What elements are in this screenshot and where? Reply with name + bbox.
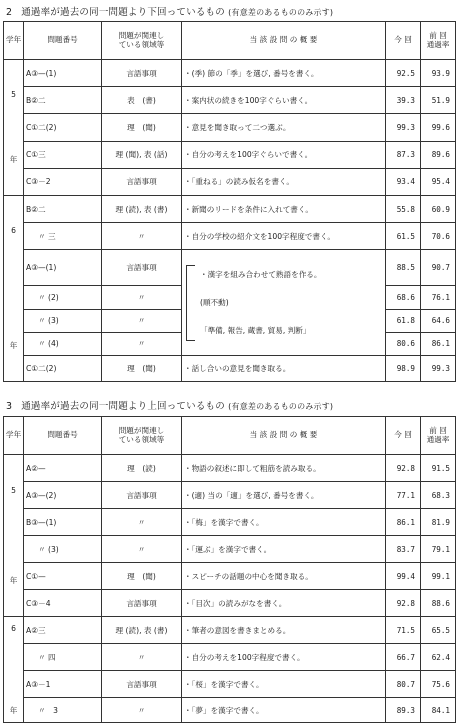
current-rate: 92.5 xyxy=(386,60,421,87)
problem-number: 〃 (2) xyxy=(24,286,102,309)
area: 理 (読), 表 (書) xyxy=(102,617,182,644)
problem-number: 〃 三 xyxy=(24,223,102,250)
table-row xyxy=(4,196,456,223)
brace-line-1: ・漢字を組み合わせて熟語を作る。 xyxy=(200,269,322,279)
header-previous xyxy=(421,417,456,455)
description: ・「運ぶ」を漢字で書く。 xyxy=(182,536,386,563)
problem-number: 〃 3 xyxy=(24,698,102,723)
area: 〃 xyxy=(102,286,182,309)
description: ・案内状の続きを100字ぐらい書く。 xyxy=(182,87,386,114)
problem-number: 〃 四 xyxy=(24,644,102,671)
area: 〃 xyxy=(102,698,182,723)
table-row xyxy=(4,536,456,563)
area: 理 (聞) xyxy=(102,356,182,382)
area: 言語事項 xyxy=(102,590,182,617)
current-rate: 66.7 xyxy=(386,644,421,671)
description: ・「重ねる」の読み仮名を書く。 xyxy=(182,168,386,195)
grade-6-cell xyxy=(4,196,24,382)
current-rate: 93.4 xyxy=(386,168,421,195)
header-grade: 学年 xyxy=(4,417,24,455)
problem-number: 〃 (3) xyxy=(24,536,102,563)
problem-number: B③—(1) xyxy=(24,509,102,536)
table-row xyxy=(4,590,456,617)
previous-rate: 51.9 xyxy=(421,87,456,114)
table-row xyxy=(4,114,456,141)
description: ・(適) 当の「適」を選び, 番号を書く。 xyxy=(182,482,386,509)
current-rate: 83.7 xyxy=(386,536,421,563)
previous-rate: 89.6 xyxy=(421,141,456,168)
header-current: 今 回 xyxy=(386,417,421,455)
header-problem: 問題番号 xyxy=(24,22,102,60)
previous-rate: 81.9 xyxy=(421,509,456,536)
current-rate: 61.5 xyxy=(386,223,421,250)
description: ・物語の叙述に即して粗筋を読み取る。 xyxy=(182,455,386,482)
area: 理 (聞), 表 (話) xyxy=(102,141,182,168)
problem-number: C①二(2) xyxy=(24,114,102,141)
section2-number: 3 xyxy=(6,401,13,412)
description: ・自分の考えを100字ぐらいで書く。 xyxy=(182,141,386,168)
header-previous-line1: 前 回 xyxy=(429,425,447,435)
current-rate: 39.3 xyxy=(386,87,421,114)
current-rate: 92.8 xyxy=(386,590,421,617)
area: 言語事項 xyxy=(102,168,182,195)
header-area-line2: ている領域等 xyxy=(118,434,165,444)
problem-number: A②三 xyxy=(24,617,102,644)
header-area-line2: ている領域等 xyxy=(118,39,165,49)
current-rate: 88.5 xyxy=(386,250,421,286)
area: 〃 xyxy=(102,509,182,536)
section1-title: 通過率が過去の同一問題より下回っているもの xyxy=(21,7,225,18)
current-rate: 68.6 xyxy=(386,286,421,309)
description: ・自分の学校の紹介文を100字程度で書く。 xyxy=(182,223,386,250)
table-row xyxy=(4,356,456,382)
header-grade: 学年 xyxy=(4,22,24,60)
area: 言語事項 xyxy=(102,482,182,509)
table-row xyxy=(4,509,456,536)
previous-rate: 84.1 xyxy=(421,698,456,723)
header-area xyxy=(102,22,182,60)
area: 〃 xyxy=(102,332,182,355)
problem-number: C①三 xyxy=(24,141,102,168)
description: ・話し合いの意見を聞き取る。 xyxy=(182,356,386,382)
area: 理 (聞) xyxy=(102,563,182,590)
header-area xyxy=(102,417,182,455)
section2-title: 通過率が過去の同一問題より上回っているもの xyxy=(21,401,225,412)
previous-rate: 93.9 xyxy=(421,60,456,87)
description: ・「夢」を漢字で書く。 xyxy=(182,698,386,723)
grade-6-char: 年 xyxy=(9,705,18,715)
grade-5-cell xyxy=(4,455,24,617)
header-area-line1: 問題が関連し xyxy=(118,425,165,435)
area: 〃 xyxy=(102,644,182,671)
previous-rate: 65.5 xyxy=(421,617,456,644)
table-row xyxy=(4,455,456,482)
table-row xyxy=(4,671,456,698)
table-section1 xyxy=(3,21,456,382)
current-rate: 80.6 xyxy=(386,332,421,355)
grade-6-char: 年 xyxy=(9,341,18,350)
problem-number: A②— xyxy=(24,455,102,482)
previous-rate: 76.1 xyxy=(421,286,456,309)
table-row xyxy=(4,250,456,286)
grade-6-number: 6 xyxy=(11,623,16,633)
previous-rate: 70.6 xyxy=(421,223,456,250)
grade-5-number: 5 xyxy=(11,90,16,99)
previous-rate: 99.3 xyxy=(421,356,456,382)
problem-number: 〃 (4) xyxy=(24,332,102,355)
previous-rate: 99.6 xyxy=(421,114,456,141)
table-row xyxy=(4,563,456,590)
problem-number: C①— xyxy=(24,563,102,590)
description: ・(季) 節の「季」を選び, 番号を書く。 xyxy=(182,60,386,87)
problem-number: B②二 xyxy=(24,87,102,114)
grade-6-number: 6 xyxy=(11,226,16,235)
brace-line-3: 「準備, 報告, 蔵書, 貿易, 判断」 xyxy=(200,325,311,335)
previous-rate: 90.7 xyxy=(421,250,456,286)
previous-rate: 95.4 xyxy=(421,168,456,195)
current-rate: 89.3 xyxy=(386,698,421,723)
area: 〃 xyxy=(102,536,182,563)
header-area-line1: 問題が関連し xyxy=(118,30,165,40)
area: 〃 xyxy=(102,309,182,332)
table-row xyxy=(4,698,456,723)
table-row xyxy=(4,141,456,168)
current-rate: 99.3 xyxy=(386,114,421,141)
problem-number: B②二 xyxy=(24,196,102,223)
description: ・「梅」を漢字で書く。 xyxy=(182,509,386,536)
area: 表 (書) xyxy=(102,87,182,114)
section1-note: (有意差のあるもののみ示す) xyxy=(228,8,334,17)
header-desc: 当 該 設 問 の 概 要 xyxy=(182,22,386,60)
table-header-row xyxy=(4,417,456,455)
description: ・新聞のリードを条件に入れて書く。 xyxy=(182,196,386,223)
table-row xyxy=(4,617,456,644)
grade-5-cell xyxy=(4,60,24,196)
current-rate: 61.8 xyxy=(386,309,421,332)
header-desc: 当 該 設 問 の 概 要 xyxy=(182,417,386,455)
problem-number: C③－4 xyxy=(24,590,102,617)
current-rate: 55.8 xyxy=(386,196,421,223)
table-row xyxy=(4,168,456,195)
problem-number: A③—(1) xyxy=(24,60,102,87)
area: 言語事項 xyxy=(102,60,182,87)
header-previous-line1: 前 回 xyxy=(429,30,447,40)
section1-number: 2 xyxy=(6,7,13,18)
area: 言語事項 xyxy=(102,250,182,286)
current-rate: 80.7 xyxy=(386,671,421,698)
grade-5-char: 年 xyxy=(9,575,18,585)
table-section2 xyxy=(3,416,456,723)
problem-number: C③－2 xyxy=(24,168,102,195)
table-row xyxy=(4,644,456,671)
header-problem: 問題番号 xyxy=(24,417,102,455)
table-row xyxy=(4,87,456,114)
grade-5-char: 年 xyxy=(9,155,18,164)
problem-number: C①二(2) xyxy=(24,356,102,382)
area: 言語事項 xyxy=(102,671,182,698)
area: 理 (読), 表 (書) xyxy=(102,196,182,223)
description: ・意見を聞き取って二つ選ぶ。 xyxy=(182,114,386,141)
table-header-row xyxy=(4,22,456,60)
description: ・スピーチの話題の中心を聞き取る。 xyxy=(182,563,386,590)
problem-number: 〃 (3) xyxy=(24,309,102,332)
previous-rate: 62.4 xyxy=(421,644,456,671)
header-previous xyxy=(421,22,456,60)
section2-note: (有意差のあるもののみ示す) xyxy=(228,402,334,411)
current-rate: 98.9 xyxy=(386,356,421,382)
previous-rate: 99.1 xyxy=(421,563,456,590)
previous-rate: 68.3 xyxy=(421,482,456,509)
header-previous-line2: 通過率 xyxy=(426,39,450,49)
previous-rate: 86.1 xyxy=(421,332,456,355)
brace-bracket xyxy=(186,265,195,341)
current-rate: 71.5 xyxy=(386,617,421,644)
description: ・「桜」を漢字で書く。 xyxy=(182,671,386,698)
table-row xyxy=(4,223,456,250)
previous-rate: 91.5 xyxy=(421,455,456,482)
section2-heading xyxy=(6,398,333,412)
previous-rate: 79.1 xyxy=(421,536,456,563)
section1-heading xyxy=(6,4,333,18)
current-rate: 99.4 xyxy=(386,563,421,590)
table-row xyxy=(4,482,456,509)
description: ・「目次」の読みがなを書く。 xyxy=(182,590,386,617)
problem-number: A③—(2) xyxy=(24,482,102,509)
previous-rate: 60.9 xyxy=(421,196,456,223)
previous-rate: 88.6 xyxy=(421,590,456,617)
current-rate: 86.1 xyxy=(386,509,421,536)
description: ・自分の考えを100字程度で書く。 xyxy=(182,644,386,671)
table-row xyxy=(4,60,456,87)
area: 〃 xyxy=(102,223,182,250)
area: 理 (読) xyxy=(102,455,182,482)
brace-line-2: (順不動) xyxy=(200,297,229,307)
problem-number: A③—(1) xyxy=(24,250,102,286)
problem-number: A③－1 xyxy=(24,671,102,698)
brace-description-cell xyxy=(182,250,386,356)
description: ・筆者の意図を書きまとめる。 xyxy=(182,617,386,644)
current-rate: 77.1 xyxy=(386,482,421,509)
previous-rate: 64.6 xyxy=(421,309,456,332)
header-previous-line2: 通過率 xyxy=(426,434,450,444)
grade-5-number: 5 xyxy=(11,485,16,495)
current-rate: 87.3 xyxy=(386,141,421,168)
header-current: 今 回 xyxy=(386,22,421,60)
grade-6-cell xyxy=(4,617,24,723)
area: 理 (聞) xyxy=(102,114,182,141)
current-rate: 92.8 xyxy=(386,455,421,482)
previous-rate: 75.6 xyxy=(421,671,456,698)
